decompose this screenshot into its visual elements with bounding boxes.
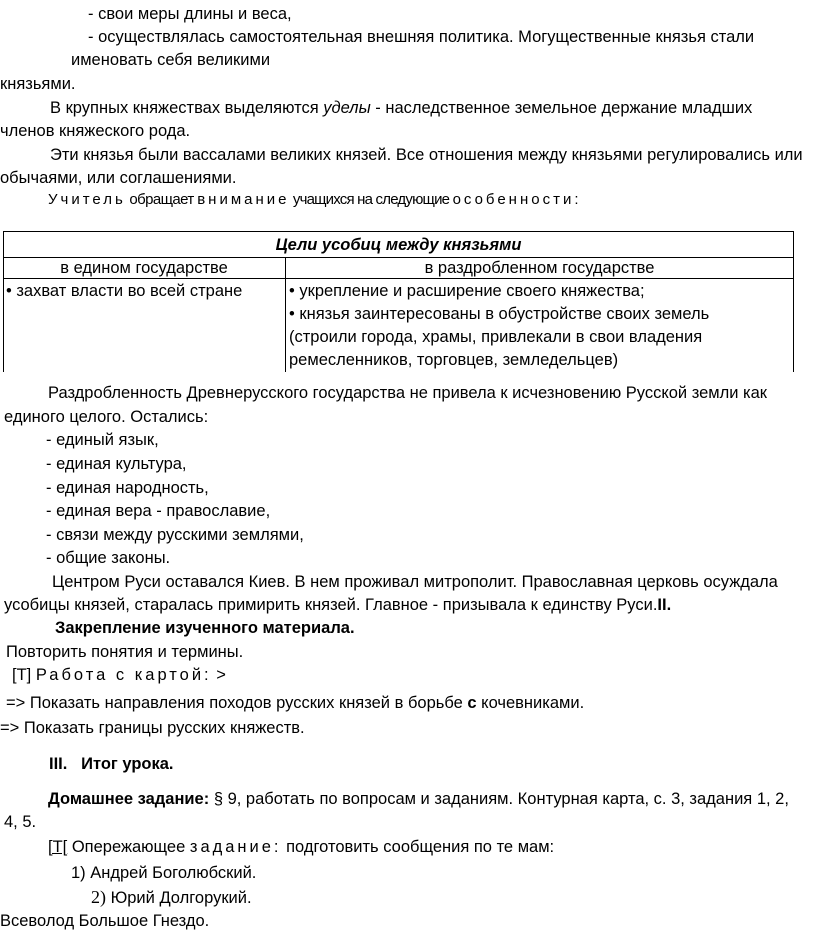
list-item [91, 886, 252, 909]
list-item: - единая народность, [46, 479, 209, 497]
table-cell-fragmented-line: ремесленников, торговцев, земледельцев) [289, 351, 619, 369]
text-span: особенности [452, 191, 575, 208]
text-span: => Показать направления походов русских князей в борьбе [6, 694, 468, 712]
table-cell-fragmented-line: • князья заинтересованы в обустройстве своих земель [289, 305, 710, 323]
text-span: Учитель [48, 191, 126, 208]
teacher-note [48, 189, 579, 211]
text-span: учащихся на следующие [289, 191, 453, 208]
list-item: - общие законы. [46, 549, 171, 567]
table-header-fragmented: в раздробленном государстве [424, 259, 655, 277]
table-cell-fragmented-line: (строили города, храмы, привлекали в свои владения [289, 328, 703, 346]
text-span: Юрий Долгорукий. [106, 889, 252, 907]
section-title-summary [49, 753, 174, 775]
paragraph-line: единого целого. Остались: [4, 408, 209, 426]
list-item: - связи между русскими землями, [46, 526, 304, 544]
paragraph-fragmentation: Раздробленность Древнерусского государства не привела к исчезновению Русской земли как [48, 384, 768, 402]
text-span: В крупных княжествах выделяются [50, 99, 324, 117]
list-item: - единая вера - православие, [46, 502, 271, 520]
goals-table [3, 231, 794, 372]
text-span: усобицы князей, старалась примирить князей. Главное - призывала к единству Руси. [4, 596, 658, 614]
section-number-iii: III. [49, 755, 68, 773]
homework-label: Домашнее задание: [48, 790, 210, 808]
homework-text: § 9, работать по вопросам и заданиям. Контурная карта, с. 3, задания 1, 2, [209, 790, 789, 808]
table-border [3, 231, 794, 232]
text-span: Опережающее [67, 838, 190, 856]
text-span: с [467, 694, 477, 712]
list-item-foreign-policy: - осуществлялась самостоятельная внешняя политика. Могущественные князья стали [88, 28, 755, 46]
paragraph-udely [50, 97, 812, 119]
text-span: : [574, 191, 579, 208]
homework [48, 788, 789, 810]
paragraph-line [4, 594, 671, 616]
term-udely: уделы [323, 99, 371, 117]
text-span: Работа с картой: [35, 666, 212, 684]
text-span: 2) [91, 887, 106, 907]
text-span: подготовить сообщения по те мам: [281, 838, 555, 856]
text-span: Итог урока. [81, 755, 174, 773]
table-cell-fragmented-line: • укрепление и расширение своего княжества; [289, 282, 645, 300]
list-item: - единая культура, [46, 455, 187, 473]
list-item-measures: - свои меры длины и веса, [88, 5, 292, 23]
paragraph-line: 4, 5. [4, 813, 37, 831]
map-task-1 [6, 692, 584, 714]
paragraph-line: именовать себя великими [71, 51, 271, 69]
instruction-repeat: Повторить понятия и термины. [6, 643, 244, 661]
table-cell-unified-item: • захват власти во всей стране [6, 282, 243, 300]
list-item: 1) Андрей Боголюбский. [71, 864, 257, 882]
instruction-map-work [12, 664, 226, 686]
list-item: Всеволод Большое Гнездо. [0, 912, 210, 930]
paragraph-line: обычаями, или соглашениями. [0, 169, 237, 187]
advance-task [48, 836, 554, 858]
paragraph-kiev: Центром Руси оставался Киев. В нем проживал митрополит. Православная церковь осуждала [52, 573, 778, 591]
section-title-consolidation: Закрепление изученного материала. [55, 619, 355, 637]
paragraph-line: князьями. [0, 75, 76, 93]
text-span: задание: [189, 838, 282, 856]
text-span: [Т] [12, 666, 36, 684]
paragraph-line: членов княжеского рода. [0, 122, 191, 140]
text-span: > [211, 666, 226, 684]
table-header-unified: в едином государстве [60, 259, 228, 277]
text-span: [Т[ [48, 838, 68, 856]
text-span: обращает [125, 191, 198, 208]
map-task-2: => Показать границы русских княжеств. [0, 719, 305, 737]
text-span: внимание [197, 191, 290, 208]
section-number-ii: II. [657, 596, 672, 614]
text-span: - наследственное земельное держание младших [370, 99, 753, 117]
list-item: - единый язык, [46, 431, 159, 449]
paragraph-vassals: Эти князья были вассалами великих князей. Все отношения между князьями регулировались или [50, 146, 803, 164]
table-title: Цели усобиц между князьями [275, 236, 522, 254]
text-span: кочевниками. [476, 694, 585, 712]
